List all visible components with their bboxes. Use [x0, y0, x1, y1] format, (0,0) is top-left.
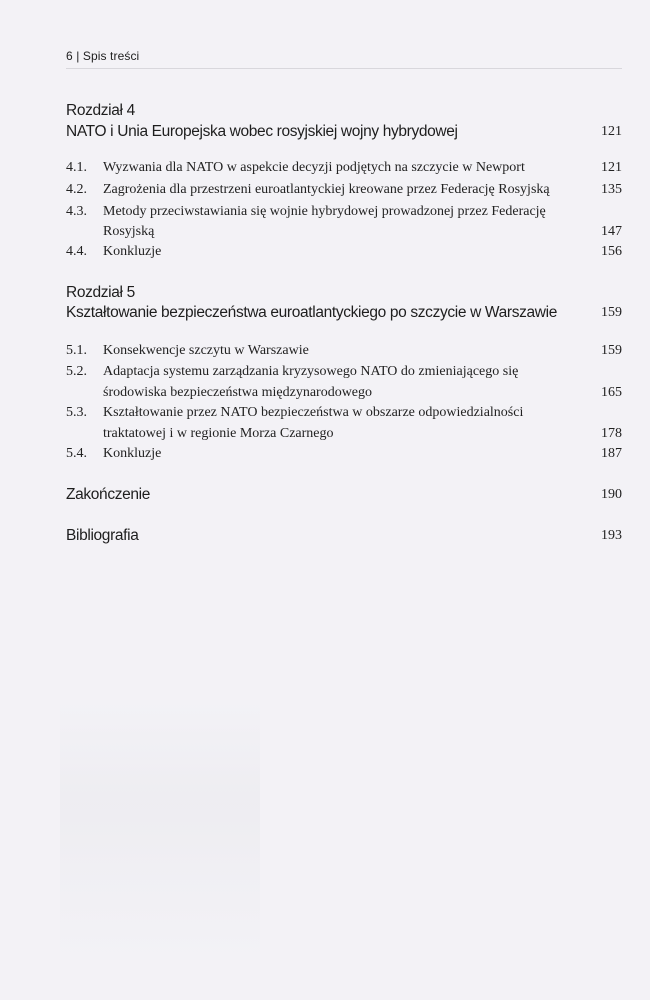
bibliography-title: Bibliografia [66, 527, 139, 544]
section-number: 5.1. [66, 343, 87, 358]
section-number: 4.3. [66, 204, 87, 219]
chapter-5-label: Rozdział 5 [66, 284, 135, 301]
section-title-continued: środowiska bezpieczeństwa międzynarodowego [103, 385, 373, 400]
section-title: Wyzwania dla NATO w aspekcie decyzji podjętych na szczycie w Newport [103, 160, 525, 175]
section-page: 156 [601, 244, 622, 259]
conclusion-page: 190 [601, 487, 622, 502]
section-title: Konkluzje [103, 244, 162, 259]
section-title: Konsekwencje szczytu w Warszawie [103, 343, 309, 358]
section-page: 147 [601, 224, 622, 239]
paper-bleed-through [60, 700, 260, 960]
chapter-5-title: Kształtowanie bezpieczeństwa euroatlantyckiego po szczycie w Warszawie [66, 304, 557, 321]
section-title: Zagrożenia dla przestrzeni euroatlantyckiej kreowane przez Federację Rosyjską [103, 182, 550, 197]
conclusion-title: Zakończenie [66, 486, 151, 503]
section-page: 121 [601, 160, 622, 175]
section-number: 5.3. [66, 405, 87, 420]
section-page: 135 [601, 182, 622, 197]
section-title-continued: Rosyjską [103, 224, 155, 239]
section-page: 187 [601, 446, 622, 461]
section-title: Adaptacja systemu zarządzania kryzysowego NATO do zmieniającego się [103, 364, 519, 379]
bibliography-page: 193 [601, 528, 622, 543]
section-number: 4.2. [66, 182, 87, 197]
section-number: 5.2. [66, 364, 87, 379]
section-title: Kształtowanie przez NATO bezpieczeństwa w obszarze odpowiedzialności [103, 405, 524, 420]
section-number: 4.1. [66, 160, 87, 175]
header-rule [66, 68, 622, 69]
running-header: 6 | Spis treści [66, 49, 140, 63]
section-number: 4.4. [66, 244, 87, 259]
section-title: Konkluzje [103, 446, 162, 461]
section-title-continued: traktatowej i w regionie Morza Czarnego [103, 426, 334, 441]
section-number: 5.4. [66, 446, 87, 461]
section-title: Metody przeciwstawiania się wojnie hybrydowej prowadzonej przez Federację [103, 204, 546, 219]
section-page: 159 [601, 343, 622, 358]
chapter-4-label: Rozdział 4 [66, 102, 135, 119]
chapter-4-title: NATO i Unia Europejska wobec rosyjskiej wojny hybrydowej [66, 123, 458, 140]
chapter-5-page: 159 [601, 305, 622, 320]
section-page: 178 [601, 426, 622, 441]
section-page: 165 [601, 385, 622, 400]
chapter-4-page: 121 [601, 124, 622, 139]
